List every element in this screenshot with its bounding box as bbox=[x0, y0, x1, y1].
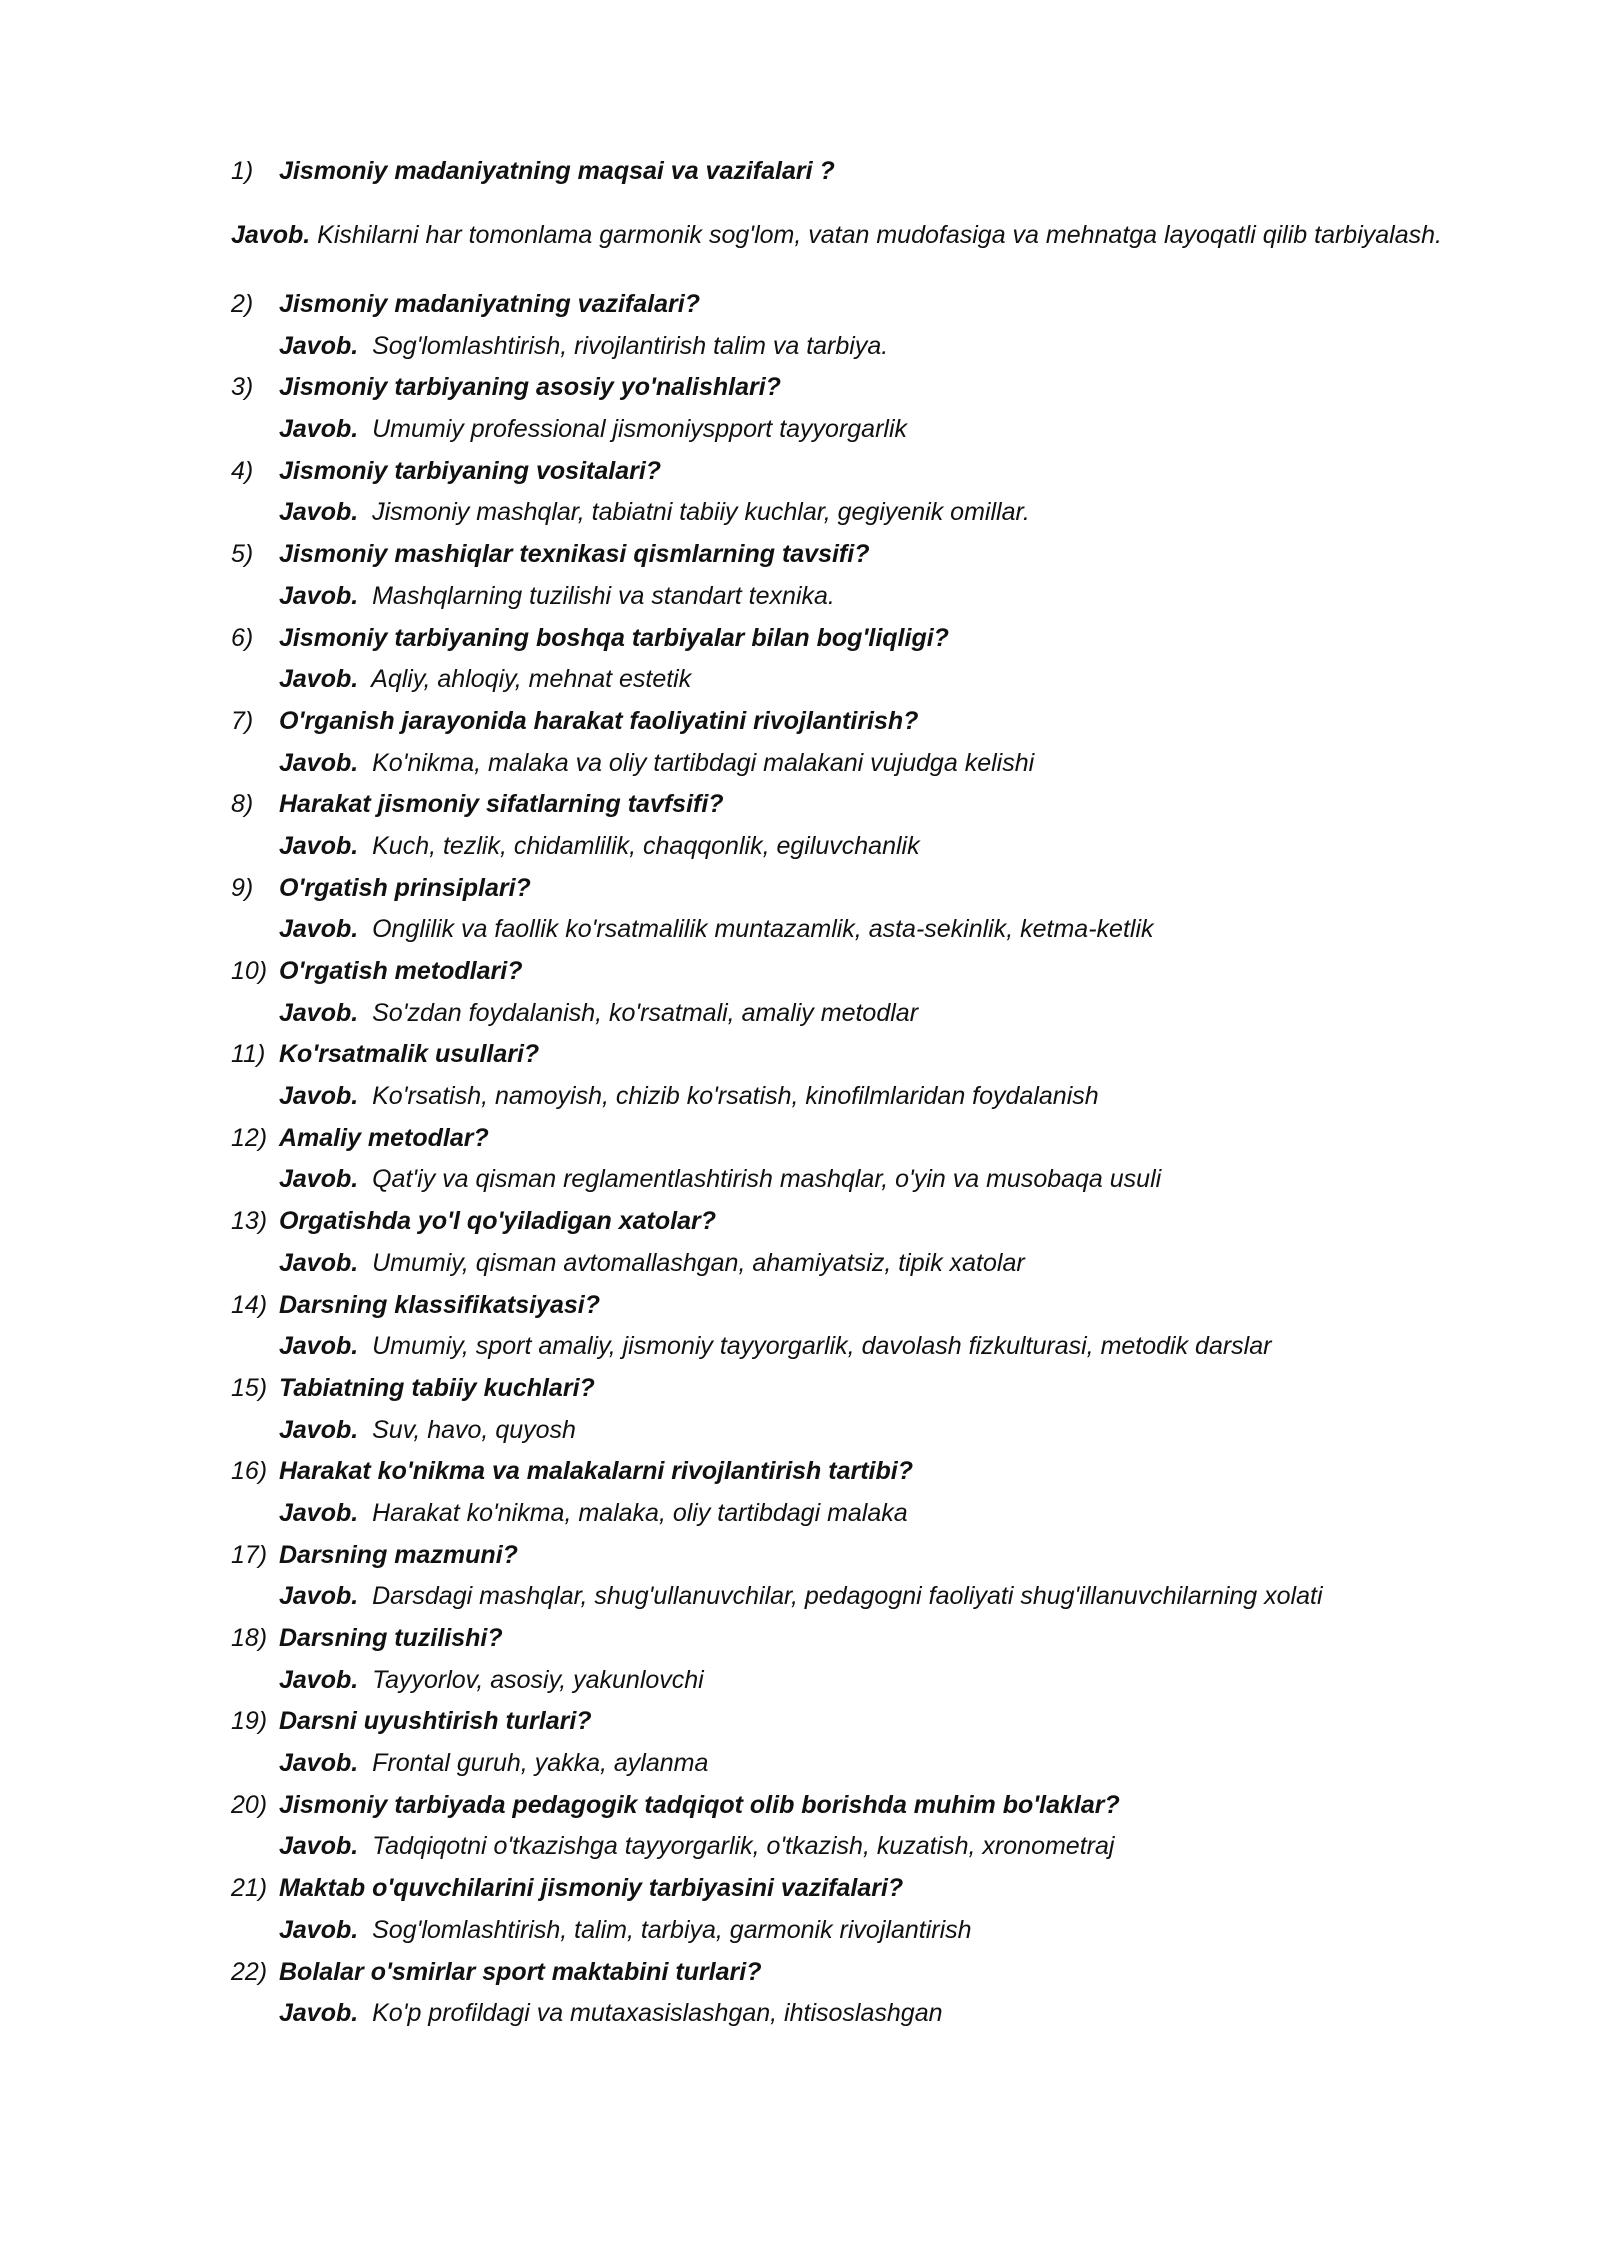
question-text: Maktab o'quvchilarini jismoniy tarbiyasini vazifalari? bbox=[279, 1874, 904, 1903]
list-item bbox=[231, 534, 1499, 617]
question-1 bbox=[231, 150, 1499, 192]
answer-text: Umumiy, sport amaliy, jismoniy tayyorgarlik, davolash fizkulturasi, metodik darslar bbox=[372, 1332, 1272, 1361]
list-item bbox=[231, 1868, 1499, 1951]
answer bbox=[231, 1410, 1499, 1452]
question-number: 1) bbox=[231, 157, 254, 185]
question-text: Harakat ko'nikma va malakalarni rivojlantirish tartibi? bbox=[279, 1457, 913, 1486]
answer bbox=[231, 1159, 1499, 1201]
question-text: Tabiatning tabiiy kuchlari? bbox=[279, 1373, 595, 1402]
answer bbox=[231, 492, 1499, 534]
answer-text: Darsdagi mashqlar, shug'ullanuvchilar, pedagogni faoliyati shug'illanuvchilarning xolati bbox=[372, 1582, 1323, 1611]
question-number: 9) bbox=[231, 873, 254, 902]
question-number: 13) bbox=[231, 1207, 268, 1236]
document-page bbox=[231, 150, 1499, 2035]
answer-label: Javob. bbox=[279, 1582, 359, 1611]
answer bbox=[231, 1660, 1499, 1702]
answer-label: Javob. bbox=[279, 998, 359, 1027]
answer-label: Javob. bbox=[279, 331, 359, 360]
answer-text: Umumiy, qisman avtomallashgan, ahamiyatsiz, tipik xatolar bbox=[372, 1248, 1025, 1277]
question-text: Harakat jismoniy sifatlarning tavfsifi? bbox=[279, 790, 724, 819]
answer-text: So'zdan foydalanish, ko'rsatmali, amaliy metodlar bbox=[372, 998, 919, 1027]
question-text: O'rgatish prinsiplari? bbox=[279, 873, 531, 902]
list-item bbox=[231, 868, 1499, 951]
question-text: Orgatishda yo'l qo'yiladigan xatolar? bbox=[279, 1207, 716, 1236]
answer-text: Ko'nikma, malaka va oliy tartibdagi malakani vujudga kelishi bbox=[372, 748, 1035, 777]
answer bbox=[231, 409, 1499, 451]
question-number: 4) bbox=[231, 456, 254, 485]
question bbox=[231, 1034, 1499, 1076]
answer-text: Tadqiqotni o'tkazishga tayyorgarlik, o'tkazish, kuzatish, xronometraj bbox=[372, 1832, 1115, 1861]
list-item bbox=[231, 1952, 1499, 2035]
list-item bbox=[231, 1618, 1499, 1701]
answer-text: Jismoniy mashqlar, tabiatni tabiiy kuchlar, gegiyenik omillar. bbox=[372, 498, 1030, 527]
answer-text: Sog'lomlashtirish, rivojlantirish talim va tarbiya. bbox=[372, 331, 889, 360]
question bbox=[231, 1701, 1499, 1743]
answer bbox=[231, 576, 1499, 618]
question-text: Darsning tuzilishi? bbox=[279, 1624, 503, 1652]
question-number: 20) bbox=[231, 1790, 268, 1819]
question-number: 3) bbox=[231, 373, 254, 402]
answer bbox=[231, 1743, 1499, 1785]
answer-label: Javob. bbox=[279, 1665, 359, 1694]
list-item bbox=[231, 284, 1499, 367]
question-number: 11) bbox=[231, 1040, 266, 1069]
question bbox=[231, 1285, 1499, 1327]
question bbox=[231, 701, 1499, 743]
list-item bbox=[231, 1201, 1499, 1284]
question bbox=[231, 1368, 1499, 1410]
list-item bbox=[231, 701, 1499, 784]
answer-label: Javob. bbox=[279, 1915, 359, 1944]
list-item bbox=[231, 367, 1499, 450]
question-text: Darsning klassifikatsiyasi? bbox=[279, 1290, 600, 1319]
question-text: Darsni uyushtirish turlari? bbox=[279, 1707, 592, 1736]
question-number: 19) bbox=[231, 1707, 268, 1736]
answer bbox=[231, 1576, 1499, 1618]
question bbox=[231, 284, 1499, 326]
question-text: O'rganish jarayonida harakat faoliyatini rivojlantirish? bbox=[279, 706, 919, 735]
question-number: 2) bbox=[231, 290, 254, 318]
answer-text: Ko'rsatish, namoyish, chizib ko'rsatish, kinofilmlaridan foydalanish bbox=[372, 1082, 1099, 1111]
answer-label: Javob. bbox=[279, 1415, 359, 1444]
question-text: Jismoniy tarbiyaning boshqa tarbiyalar bilan bog'liqligi? bbox=[279, 623, 949, 652]
answer-label: Javob. bbox=[279, 498, 359, 527]
answer-label: Javob. bbox=[279, 748, 359, 777]
list-item bbox=[231, 784, 1499, 867]
question-text: Ko'rsatmalik usullari? bbox=[279, 1040, 540, 1069]
answer bbox=[231, 826, 1499, 868]
answer-1 bbox=[231, 214, 1499, 256]
answer bbox=[231, 1826, 1499, 1868]
answer bbox=[231, 659, 1499, 701]
question-text: Jismoniy tarbiyada pedagogik tadqiqot olib borishda muhim bo'laklar? bbox=[279, 1790, 1120, 1819]
question bbox=[231, 1201, 1499, 1243]
list-item bbox=[231, 1451, 1499, 1534]
list-item bbox=[231, 951, 1499, 1034]
answer-text: Harakat ko'nikma, malaka, oliy tartibdagi malaka bbox=[372, 1498, 908, 1527]
answer-label: Javob. bbox=[279, 831, 359, 860]
answer bbox=[231, 1243, 1499, 1285]
question bbox=[231, 1952, 1499, 1994]
question-text: Darsning mazmuni? bbox=[279, 1540, 518, 1569]
answer bbox=[231, 1326, 1499, 1368]
answer-text: Onglilik va faollik ko'rsatmalilik muntazamlik, asta-sekinlik, ketma-ketlik bbox=[372, 915, 1154, 944]
list-item bbox=[231, 1285, 1499, 1368]
answer-label: Javob. bbox=[279, 1332, 359, 1361]
question-text: Jismoniy tarbiyaning asosiy yo'nalishlari? bbox=[279, 373, 781, 402]
question bbox=[231, 367, 1499, 409]
answer-label: Javob. bbox=[279, 1749, 359, 1778]
answer bbox=[231, 326, 1499, 368]
answer-text: Mashqlarning tuzilishi va standart texnika. bbox=[372, 581, 835, 610]
question-number: 14) bbox=[231, 1290, 268, 1319]
list-item bbox=[231, 1701, 1499, 1784]
question-number: 22) bbox=[231, 1957, 268, 1986]
question bbox=[231, 1535, 1499, 1577]
question bbox=[231, 1618, 1499, 1660]
answer-text: Sog'lomlashtirish, talim, tarbiya, garmonik rivojlantirish bbox=[372, 1915, 972, 1944]
answer-label: Javob. bbox=[279, 665, 359, 694]
question bbox=[231, 1785, 1499, 1827]
answer-text: Kishilarni har tomonlama garmonik sog'lom, vatan mudofasiga va mehnatga layoqatli qilib tarbiyalash. bbox=[317, 221, 1442, 249]
answer-label: Javob. bbox=[279, 581, 359, 610]
list-item bbox=[231, 618, 1499, 701]
question-number: 18) bbox=[231, 1624, 268, 1652]
answer bbox=[231, 1993, 1499, 2035]
question-number: 15) bbox=[231, 1373, 268, 1402]
answer-text: Suv, havo, quyosh bbox=[372, 1415, 576, 1444]
answer-text: Aqliy, ahloqiy, mehnat estetik bbox=[371, 665, 692, 694]
answer-label: Javob. bbox=[279, 415, 359, 444]
answer-label: Javob. bbox=[279, 1165, 359, 1194]
question-text: Jismoniy tarbiyaning vositalari? bbox=[279, 456, 662, 485]
question bbox=[231, 1451, 1499, 1493]
question bbox=[231, 784, 1499, 826]
question-number: 5) bbox=[231, 540, 254, 569]
list-item bbox=[231, 1535, 1499, 1618]
answer-text: Frontal guruh, yakka, aylanma bbox=[372, 1749, 709, 1778]
question-number: 16) bbox=[231, 1457, 268, 1486]
list-item bbox=[231, 1034, 1499, 1117]
list-item bbox=[231, 1368, 1499, 1451]
answer-label: Javob. bbox=[279, 1082, 359, 1111]
question-number: 17) bbox=[231, 1540, 268, 1569]
answer-label: Javob. bbox=[231, 221, 311, 249]
qa-list bbox=[231, 284, 1499, 2035]
list-item bbox=[231, 451, 1499, 534]
answer bbox=[231, 1493, 1499, 1535]
question-number: 8) bbox=[231, 790, 254, 819]
question bbox=[231, 1118, 1499, 1160]
question-number: 7) bbox=[231, 706, 254, 735]
question bbox=[231, 451, 1499, 493]
question-number: 6) bbox=[231, 623, 254, 652]
question-number: 21) bbox=[231, 1874, 268, 1903]
answer-text: Ko'p profildagi va mutaxasislashgan, ihtisoslashgan bbox=[372, 1999, 943, 2028]
question bbox=[231, 868, 1499, 910]
question-text: Bolalar o'smirlar sport maktabini turlari? bbox=[279, 1957, 762, 1986]
list-item bbox=[231, 1785, 1499, 1868]
question-text: Jismoniy madaniyatning maqsai va vazifalari ? bbox=[279, 157, 835, 185]
question-text: Amaliy metodlar? bbox=[279, 1123, 489, 1152]
answer-label: Javob. bbox=[279, 915, 359, 944]
question bbox=[231, 618, 1499, 660]
answer-text: Qat'iy va qisman reglamentlashtirish mashqlar, o'yin va musobaqa usuli bbox=[372, 1165, 1162, 1194]
question-text: O'rgatish metodlari? bbox=[279, 957, 523, 985]
answer-label: Javob. bbox=[279, 1832, 359, 1861]
question-text: Jismoniy madaniyatning vazifalari? bbox=[279, 290, 700, 318]
answer bbox=[231, 1076, 1499, 1118]
answer-text: Umumiy professional jismoniyspport tayyorgarlik bbox=[372, 415, 908, 444]
question-number: 10) bbox=[231, 957, 268, 985]
answer bbox=[231, 993, 1499, 1035]
answer-label: Javob. bbox=[279, 1999, 359, 2028]
answer bbox=[231, 1910, 1499, 1952]
answer-label: Javob. bbox=[279, 1498, 359, 1527]
answer-label: Javob. bbox=[279, 1248, 359, 1277]
answer bbox=[231, 743, 1499, 785]
question-text: Jismoniy mashiqlar texnikasi qismlarning tavsifi? bbox=[279, 540, 870, 569]
question-number: 12) bbox=[231, 1123, 268, 1152]
question bbox=[231, 951, 1499, 993]
answer-text: Kuch, tezlik, chidamlilik, chaqqonlik, egiluvchanlik bbox=[372, 831, 920, 860]
question bbox=[231, 534, 1499, 576]
answer bbox=[231, 909, 1499, 951]
question bbox=[231, 1868, 1499, 1910]
list-item bbox=[231, 1118, 1499, 1201]
answer-text: Tayyorlov, asosiy, yakunlovchi bbox=[372, 1665, 704, 1694]
